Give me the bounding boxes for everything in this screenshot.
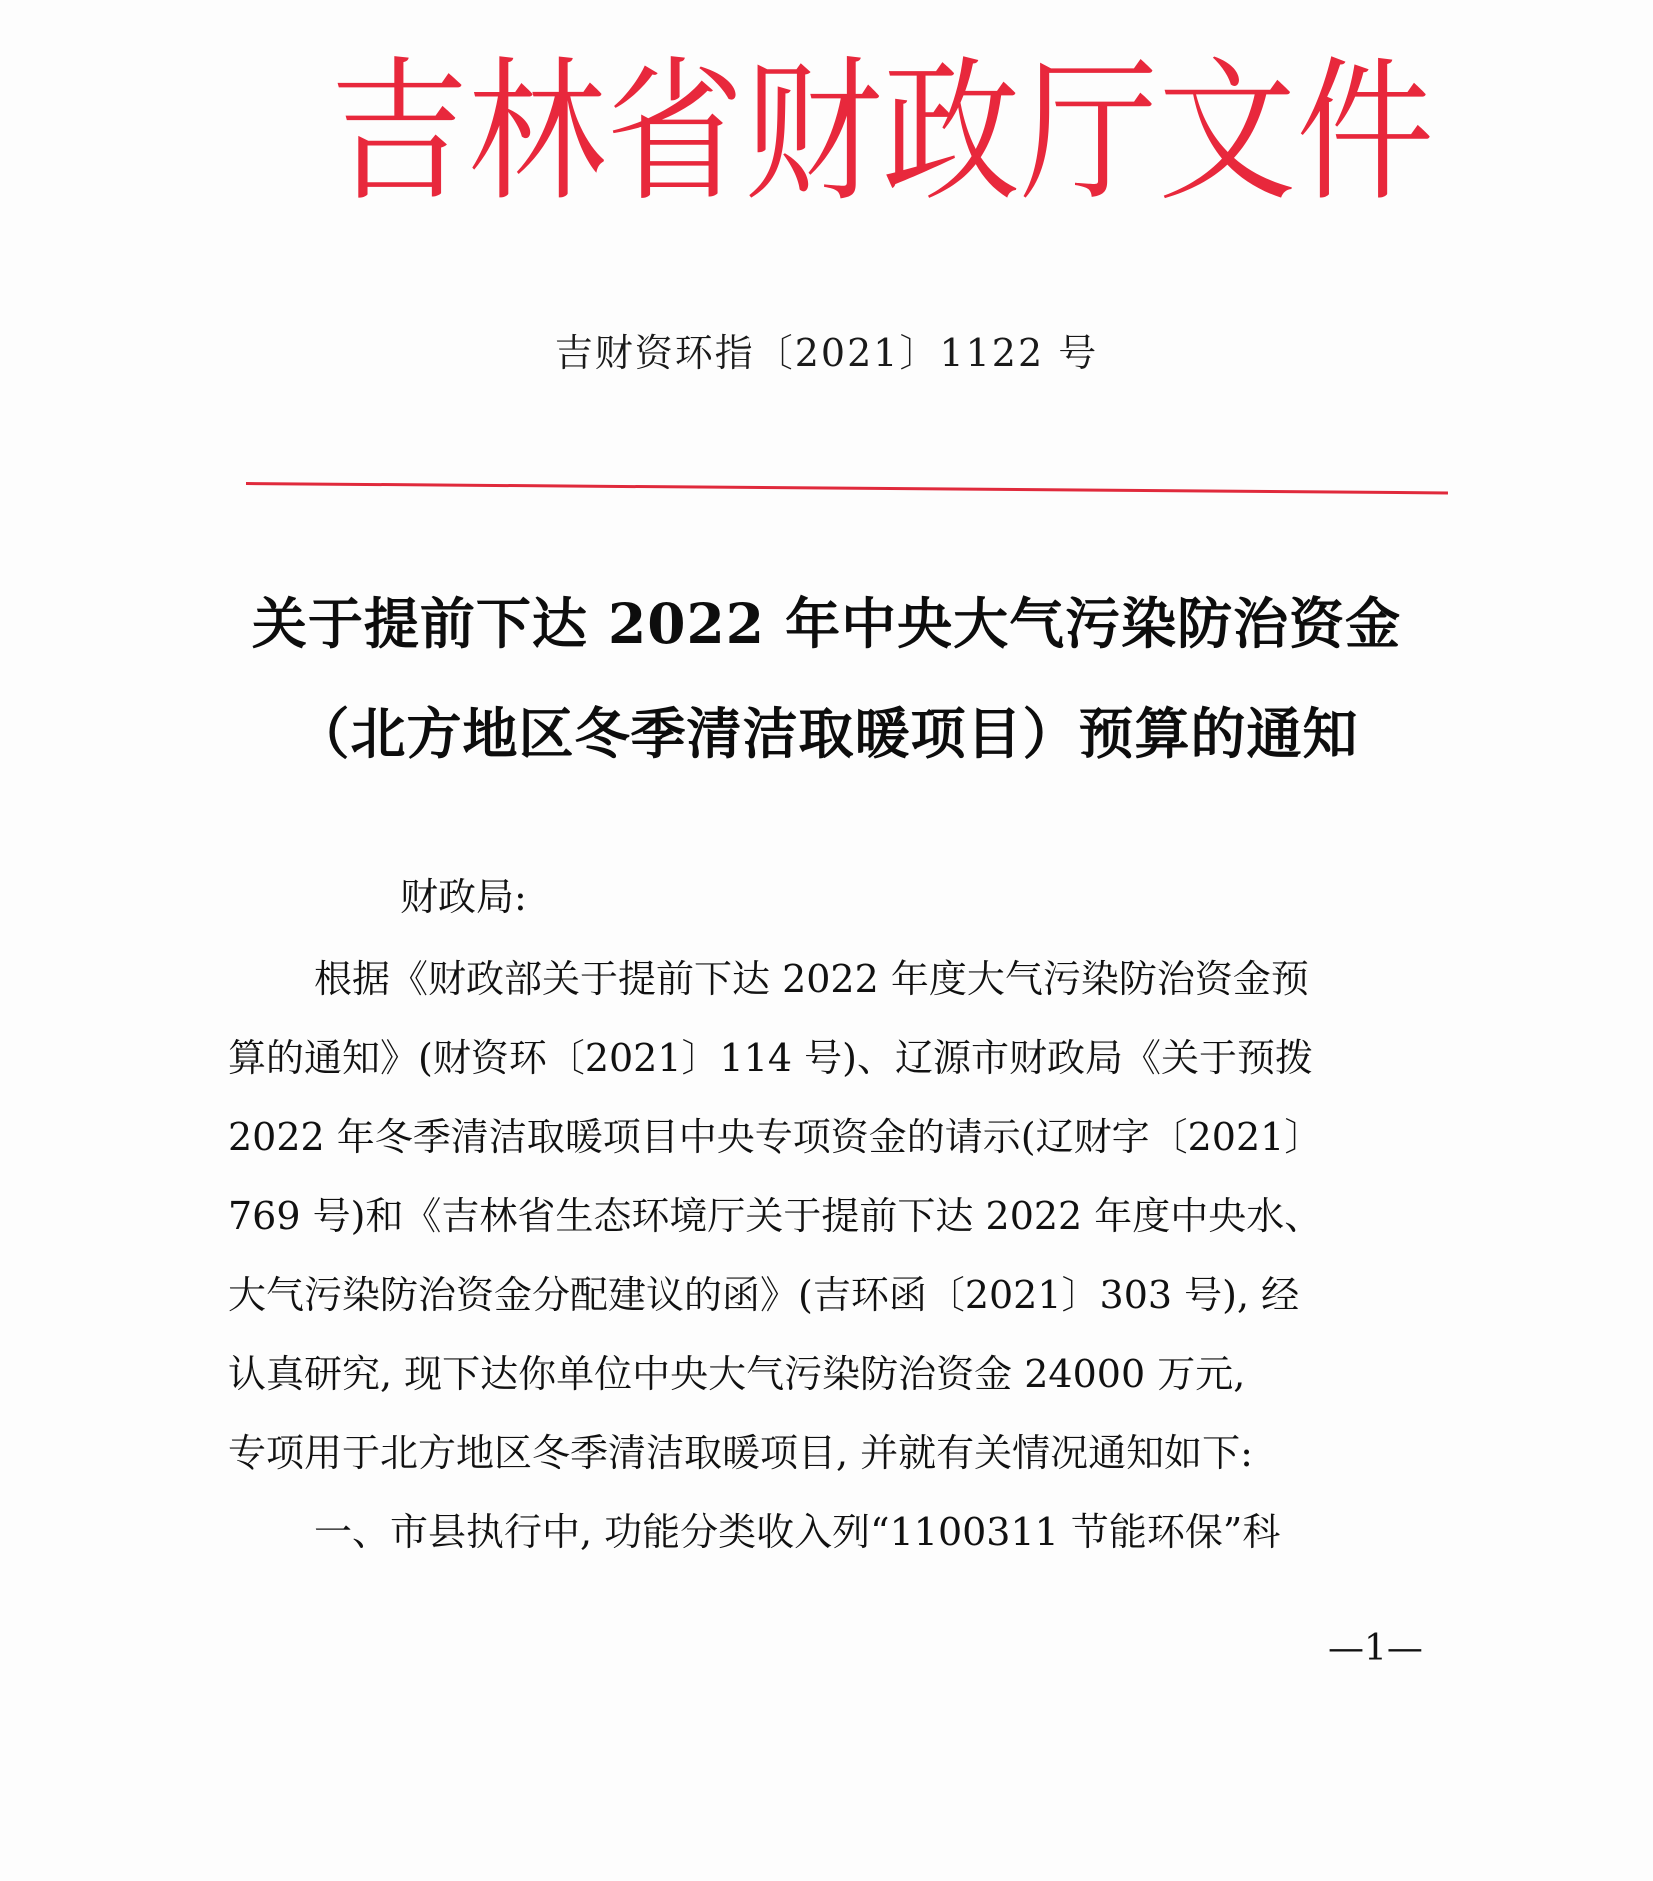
- body-line: 算的通知》(财资环〔2021〕114 号)、辽源市财政局《关于预拨: [228, 1036, 1313, 1080]
- salutation: 财政局:: [400, 875, 527, 919]
- masthead-char: 省: [606, 42, 745, 223]
- body-text: [228, 940, 1423, 1572]
- masthead-char: 政: [882, 42, 1021, 223]
- body-line: 769 号)和《吉林省生态环境厅关于提前下达 2022 年度中央水、: [228, 1194, 1323, 1238]
- masthead-char: 厅: [1020, 42, 1159, 223]
- body-line: 一、市县执行中, 功能分类收入列“1100311 节能环保”科: [314, 1510, 1281, 1554]
- body-line: 认真研究, 现下达你单位中央大气污染防治资金 24000 万元,: [228, 1352, 1246, 1396]
- masthead-char: 林: [468, 42, 607, 223]
- masthead-char: 件: [1296, 42, 1435, 223]
- body-line: 专项用于北方地区冬季清洁取暖项目, 并就有关情况通知如下:: [228, 1431, 1253, 1475]
- body-line: 大气污染防治资金分配建议的函》(吉环函〔2021〕303 号), 经: [228, 1273, 1300, 1317]
- masthead-char: 财: [744, 42, 883, 223]
- body-line: 2022 年冬季清洁取暖项目中央专项资金的请示(辽财字〔2021〕: [228, 1115, 1323, 1159]
- page-number: —1—: [1328, 1628, 1423, 1669]
- body-line: 根据《财政部关于提前下达 2022 年度大气污染防治资金预: [314, 957, 1309, 1001]
- masthead-char: 文: [1158, 42, 1297, 223]
- document-title-line-2: （北方地区冬季清洁取暖项目）预算的通知: [294, 701, 1359, 766]
- red-separator-line: [246, 482, 1448, 494]
- masthead-char: 吉: [330, 42, 469, 223]
- masthead-title: [330, 42, 1435, 223]
- document-number: 吉财资环指〔2021〕1122 号: [554, 331, 1099, 375]
- document-title-line-1: 关于提前下达 2022 年中央大气污染防治资金: [251, 591, 1402, 656]
